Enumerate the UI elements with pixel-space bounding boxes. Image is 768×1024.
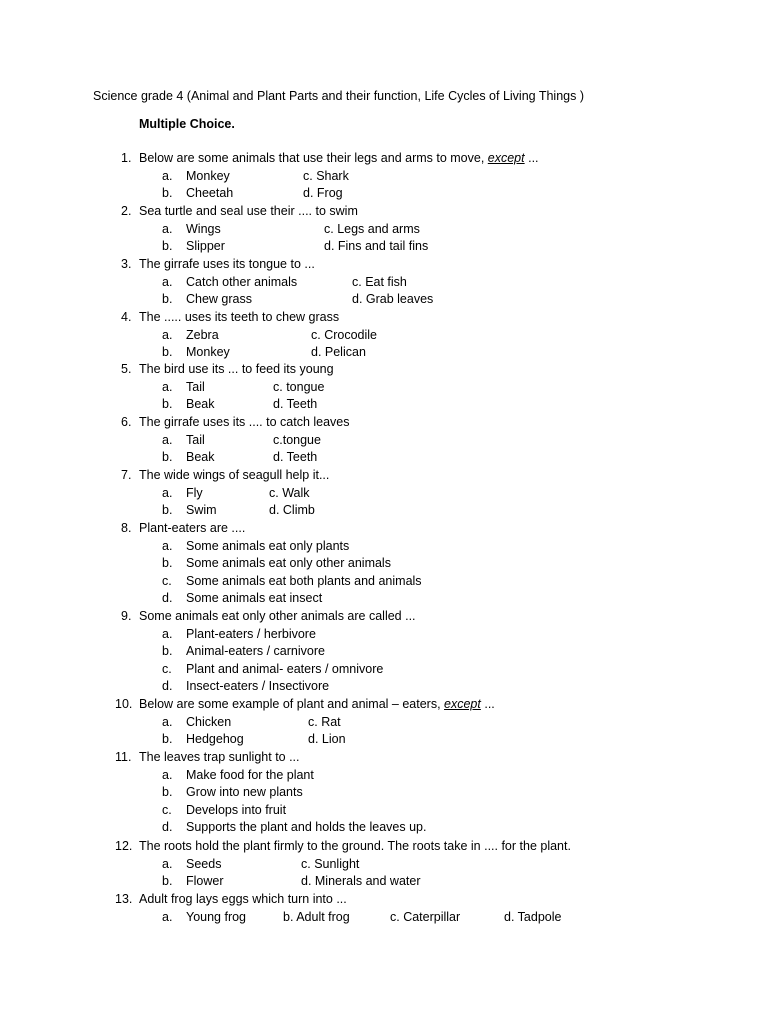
question-text: Plant-eaters are .... xyxy=(139,521,246,535)
option-letter: b. xyxy=(162,556,173,571)
option-letter: b. xyxy=(162,397,173,412)
answer-option[interactable]: Tail xyxy=(186,432,205,447)
answer-option[interactable]: Catch other animals xyxy=(186,274,298,289)
option-letter: c. xyxy=(162,661,172,676)
section-heading: Multiple Choice. xyxy=(139,117,235,131)
question-number: 5. xyxy=(121,362,132,376)
option-letter: a. xyxy=(162,274,173,289)
answer-option[interactable]: Zebra xyxy=(186,327,219,342)
question-text: The roots hold the plant firmly to the ground. The roots take in .... for the plant. xyxy=(139,839,571,853)
option-letter: a. xyxy=(162,221,173,236)
question-number: 3. xyxy=(121,257,132,271)
option-letter: a. xyxy=(162,379,173,394)
answer-option[interactable]: Develops into fruit xyxy=(186,802,287,817)
answer-option[interactable]: Chicken xyxy=(186,714,232,729)
question-number: 4. xyxy=(121,310,132,324)
option-letter: a. xyxy=(162,485,173,500)
answer-option[interactable]: c. Caterpillar xyxy=(390,909,461,924)
emphasis-except: except xyxy=(487,151,525,165)
question-number: 1. xyxy=(121,151,132,165)
question-text: The wide wings of seagull help it... xyxy=(139,468,330,482)
option-letter: c. xyxy=(162,573,172,588)
question-text: Sea turtle and seal use their .... to swim xyxy=(139,204,358,218)
answer-option[interactable]: d. Fins and tail fins xyxy=(324,239,429,254)
question-number: 2. xyxy=(121,204,132,218)
answer-option[interactable]: Beak xyxy=(186,450,215,465)
question-number: 12. xyxy=(115,839,133,853)
answer-option[interactable]: Supports the plant and holds the leaves up. xyxy=(186,820,427,835)
question-text xyxy=(139,697,495,711)
answer-option[interactable]: c. Crocodile xyxy=(311,327,377,342)
option-letter: d. xyxy=(162,591,173,606)
answer-option[interactable]: d. Teeth xyxy=(273,450,318,465)
option-letter: b. xyxy=(162,503,173,518)
answer-option[interactable]: Slipper xyxy=(186,239,225,254)
option-letter: b. xyxy=(162,345,173,360)
answer-option[interactable]: Some animals eat both plants and animals xyxy=(186,573,422,588)
answer-option[interactable]: Wings xyxy=(186,221,221,236)
answer-option[interactable]: Young frog xyxy=(186,909,247,924)
question-text: The girrafe uses its .... to catch leaves xyxy=(139,415,350,429)
option-letter: a. xyxy=(162,626,173,641)
question-text: Some animals eat only other animals are called ... xyxy=(139,609,416,623)
answer-option[interactable]: Hedgehog xyxy=(186,732,244,747)
question-text: Adult frog lays eggs which turn into ... xyxy=(139,892,347,906)
answer-option[interactable]: Animal-eaters / carnivore xyxy=(186,644,325,659)
answer-option[interactable]: Fly xyxy=(186,485,203,500)
answer-option[interactable]: Chew grass xyxy=(186,292,252,307)
option-letter: d. xyxy=(162,679,173,694)
answer-option[interactable]: Some animals eat insect xyxy=(186,591,323,606)
question-text-part: ... xyxy=(480,697,495,711)
question-text: The leaves trap sunlight to ... xyxy=(139,750,300,764)
answer-option[interactable]: Monkey xyxy=(186,345,230,360)
answer-option[interactable]: b. Adult frog xyxy=(283,909,350,924)
question-number: 7. xyxy=(121,468,132,482)
option-letter: a. xyxy=(162,909,173,924)
answer-option[interactable]: d. Lion xyxy=(308,732,346,747)
question-number: 11. xyxy=(115,750,132,764)
question-number: 13. xyxy=(115,892,133,906)
answer-option[interactable]: d. Teeth xyxy=(273,397,318,412)
answer-option[interactable]: d. Climb xyxy=(269,503,315,518)
question-number: 10. xyxy=(115,697,133,711)
option-letter: a. xyxy=(162,714,173,729)
answer-option[interactable]: c. tongue xyxy=(273,379,325,394)
question-text: The ..... uses its teeth to chew grass xyxy=(139,310,340,324)
answer-option[interactable]: Cheetah xyxy=(186,186,234,201)
answer-option[interactable]: d. Minerals and water xyxy=(301,874,421,889)
answer-option[interactable]: Some animals eat only other animals xyxy=(186,556,391,571)
answer-option[interactable]: Tail xyxy=(186,379,205,394)
answer-option[interactable]: c. Legs and arms xyxy=(324,221,420,236)
answer-option[interactable]: Some animals eat only plants xyxy=(186,538,350,553)
option-letter: c. xyxy=(162,802,172,817)
question-number: 6. xyxy=(121,415,132,429)
option-letter: a. xyxy=(162,538,173,553)
option-letter: b. xyxy=(162,186,173,201)
answer-option[interactable]: Monkey xyxy=(186,168,230,183)
question-text-part: ... xyxy=(524,151,539,165)
option-letter: a. xyxy=(162,168,173,183)
answer-option[interactable]: c. Eat fish xyxy=(352,274,407,289)
answer-option[interactable]: Flower xyxy=(186,874,224,889)
answer-option[interactable]: c. Sunlight xyxy=(301,856,360,871)
question-number: 8. xyxy=(121,521,132,535)
answer-option[interactable]: Seeds xyxy=(186,856,222,871)
option-letter: b. xyxy=(162,874,173,889)
question-text-part: Below are some animals that use their legs and arms to move, xyxy=(139,151,488,165)
option-letter: a. xyxy=(162,432,173,447)
answer-option[interactable]: c. Rat xyxy=(308,714,341,729)
answer-option[interactable]: Plant and animal- eaters / omnivore xyxy=(186,661,384,676)
option-letter: b. xyxy=(162,239,173,254)
option-letter: b. xyxy=(162,644,173,659)
question-text-part: Below are some example of plant and animal – eaters, xyxy=(139,697,445,711)
worksheet-title: Science grade 4 (Animal and Plant Parts and their function, Life Cycles of Living Things ) xyxy=(93,89,585,103)
option-letter: b. xyxy=(162,732,173,747)
answer-option[interactable]: d. Pelican xyxy=(311,345,366,360)
emphasis-except: except xyxy=(444,697,481,711)
option-letter: a. xyxy=(162,767,173,782)
option-letter: b. xyxy=(162,785,173,800)
option-letter: a. xyxy=(162,856,173,871)
answer-option[interactable]: d. Frog xyxy=(303,186,343,201)
question-number: 9. xyxy=(121,609,132,623)
option-letter: a. xyxy=(162,327,173,342)
answer-option[interactable]: d. Tadpole xyxy=(504,909,562,924)
answer-option[interactable]: c. Walk xyxy=(269,485,310,500)
answer-option[interactable]: Insect-eaters / Insectivore xyxy=(186,679,330,694)
question-text: The bird use its ... to feed its young xyxy=(139,362,334,376)
answer-option[interactable]: Swim xyxy=(186,503,217,518)
option-letter: b. xyxy=(162,450,173,465)
option-letter: d. xyxy=(162,820,173,835)
answer-option[interactable]: Beak xyxy=(186,397,215,412)
question-text xyxy=(139,151,539,165)
answer-option[interactable]: c. Shark xyxy=(303,168,349,183)
answer-option[interactable]: c.tongue xyxy=(273,432,321,447)
option-letter: b. xyxy=(162,292,173,307)
answer-option[interactable]: d. Grab leaves xyxy=(352,292,434,307)
question-text: The girrafe uses its tongue to ... xyxy=(139,257,315,271)
answer-option[interactable]: Make food for the plant xyxy=(186,767,314,782)
answer-option[interactable]: Grow into new plants xyxy=(186,785,303,800)
answer-option[interactable]: Plant-eaters / herbivore xyxy=(186,626,316,641)
